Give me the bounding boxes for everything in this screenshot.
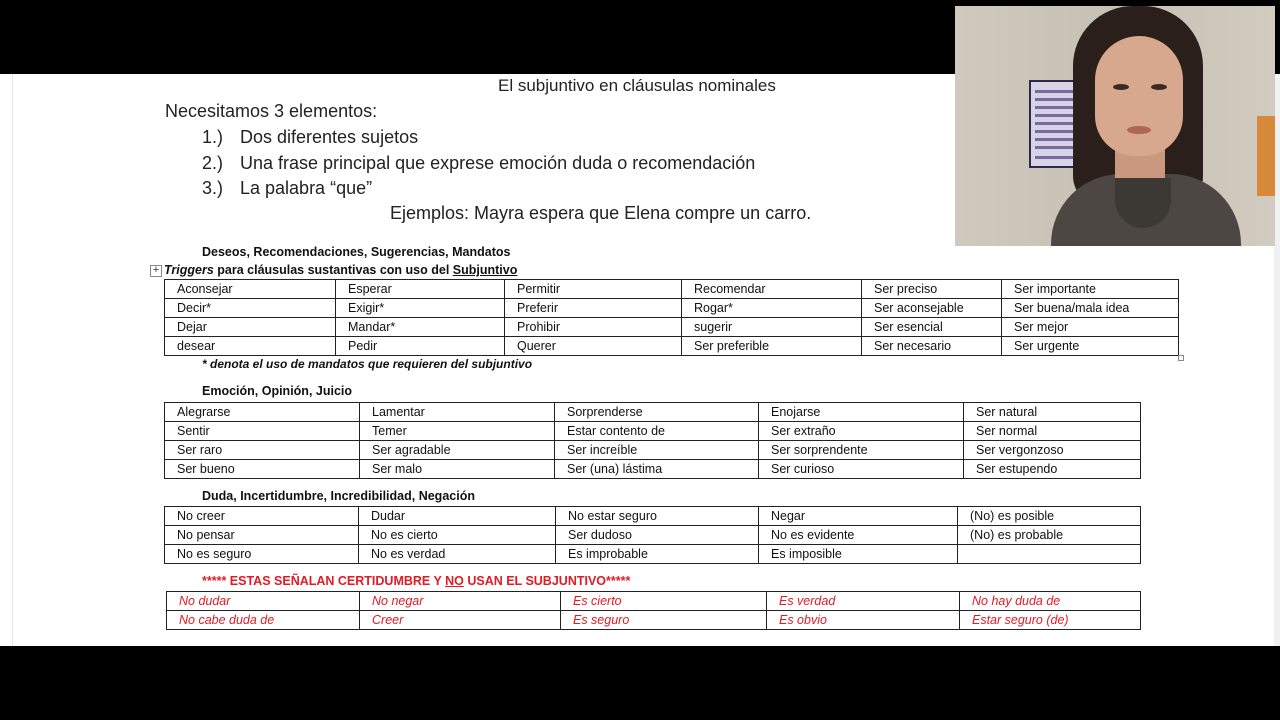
table-cell: Aconsejar: [165, 280, 336, 299]
table-cell: No es cierto: [359, 526, 556, 545]
table-cell: Recomendar: [682, 280, 862, 299]
subheading-middle: para cláusulas sustantivas con uso del: [213, 263, 453, 277]
list-number: 1.): [202, 127, 224, 147]
list-number: 2.): [202, 153, 224, 173]
table-cell: Ser curioso: [759, 460, 964, 479]
document-title: El subjuntivo en cláusulas nominales: [498, 76, 776, 95]
table-cell: Decir*: [165, 299, 336, 318]
webcam-person-eye: [1151, 84, 1167, 90]
table-cell: No pensar: [165, 526, 359, 545]
table-cell: Ser buena/mala idea: [1002, 299, 1179, 318]
list-item-text: Dos diferentes sujetos: [240, 127, 419, 147]
table-cell: [958, 545, 1141, 564]
table-cell: Ser dudoso: [556, 526, 759, 545]
table-row: [165, 441, 1141, 460]
table-cell: Ser preciso: [862, 280, 1002, 299]
table-cell: No es seguro: [165, 545, 359, 564]
table-cell: Lamentar: [360, 403, 555, 422]
table-cell: Estar seguro (de): [960, 611, 1141, 630]
table-cell: Ser necesario: [862, 337, 1002, 356]
table-row: [165, 299, 1179, 318]
doubt-table: [164, 506, 1141, 564]
table-row: [165, 280, 1179, 299]
table-row: [167, 611, 1141, 630]
table-cell: Es verdad: [767, 592, 960, 611]
table-cell: Sentir: [165, 422, 360, 441]
table-cell: Es improbable: [556, 545, 759, 564]
table-cell: Creer: [360, 611, 561, 630]
mandatos-note: * denota el uso de mandatos que requieren del subjuntivo: [202, 357, 533, 371]
subjuntivo-word: Subjuntivo: [452, 263, 518, 277]
table-cell: No es verdad: [359, 545, 556, 564]
table-cell: Ser sorprendente: [759, 441, 964, 460]
table-cell: Ser bueno: [165, 460, 360, 479]
table-cell: Esperar: [336, 280, 505, 299]
table-cell: Es cierto: [561, 592, 767, 611]
table-cell: No es evidente: [759, 526, 958, 545]
table-cell: Ser estupendo: [964, 460, 1141, 479]
table-move-handle[interactable]: +: [150, 265, 162, 277]
table-cell: Querer: [505, 337, 682, 356]
table-cell: Ser preferible: [682, 337, 862, 356]
table-cell: Ser normal: [964, 422, 1141, 441]
certainty-heading-no: NO: [445, 574, 464, 588]
table-cell: Ser mejor: [1002, 318, 1179, 337]
table-resize-handle[interactable]: [1178, 355, 1184, 361]
table-cell: Prohibir: [505, 318, 682, 337]
certainty-table: [166, 591, 1141, 630]
table-cell: Es obvio: [767, 611, 960, 630]
list-number: 3.): [202, 178, 224, 198]
certainty-heading-post: USAN EL SUBJUNTIVO*****: [463, 574, 631, 588]
section-subheading-triggers: [164, 263, 517, 277]
table-cell: (No) es probable: [958, 526, 1141, 545]
list-item-text: La palabra “que”: [240, 178, 373, 198]
table-cell: No cabe duda de: [167, 611, 360, 630]
table-row: [167, 592, 1141, 611]
table-cell: No hay duda de: [960, 592, 1141, 611]
table-cell: No dudar: [167, 592, 360, 611]
table-cell: No creer: [165, 507, 359, 526]
example-sentence: Ejemplos: Mayra espera que Elena compre un carro.: [390, 203, 812, 223]
table-cell: Dudar: [359, 507, 556, 526]
intro-text: Necesitamos 3 elementos:: [165, 101, 378, 121]
table-cell: Ser natural: [964, 403, 1141, 422]
certainty-heading-pre: ***** ESTAS SEÑALAN CERTIDUMBRE Y: [202, 574, 446, 588]
section-heading-doubt: Duda, Incertidumbre, Incredibilidad, Negación: [202, 489, 475, 503]
table-cell: Preferir: [505, 299, 682, 318]
table-cell: Ser raro: [165, 441, 360, 460]
section-heading-certainty: [202, 574, 630, 588]
section-heading-desires: Deseos, Recomendaciones, Sugerencias, Mandatos: [202, 245, 511, 259]
table-cell: Exigir*: [336, 299, 505, 318]
webcam-picture: [1257, 116, 1275, 196]
table-row: [165, 460, 1141, 479]
table-cell: Pedir: [336, 337, 505, 356]
table-row: [165, 507, 1141, 526]
table-cell: (No) es posible: [958, 507, 1141, 526]
table-cell: Mandar*: [336, 318, 505, 337]
table-row: [165, 422, 1141, 441]
table-cell: Ser esencial: [862, 318, 1002, 337]
table-cell: Ser urgente: [1002, 337, 1179, 356]
table-cell: Es imposible: [759, 545, 958, 564]
table-cell: Ser agradable: [360, 441, 555, 460]
table-cell: Rogar*: [682, 299, 862, 318]
table-row: [165, 545, 1141, 564]
list-item-text: Una frase principal que exprese emoción duda o recomendación: [240, 153, 756, 173]
table-cell: desear: [165, 337, 336, 356]
page-left-border: [12, 74, 13, 646]
webcam-person-face: [1095, 36, 1183, 156]
table-cell: Es seguro: [561, 611, 767, 630]
table-cell: Dejar: [165, 318, 336, 337]
table-cell: No estar seguro: [556, 507, 759, 526]
table-cell: Alegrarse: [165, 403, 360, 422]
table-row: [165, 526, 1141, 545]
table-cell: Sorprenderse: [555, 403, 759, 422]
triggers-word: Triggers: [164, 263, 214, 277]
table-cell: Ser extraño: [759, 422, 964, 441]
table-cell: Ser importante: [1002, 280, 1179, 299]
table-row: [165, 318, 1179, 337]
table-cell: Ser vergonzoso: [964, 441, 1141, 460]
table-cell: sugerir: [682, 318, 862, 337]
table-row: [165, 403, 1141, 422]
table-cell: Estar contento de: [555, 422, 759, 441]
table-cell: Permitir: [505, 280, 682, 299]
table-cell: No negar: [360, 592, 561, 611]
webcam-person-mouth: [1127, 126, 1151, 134]
table-cell: Ser aconsejable: [862, 299, 1002, 318]
emotion-table: [164, 402, 1141, 479]
webcam-person-eye: [1113, 84, 1129, 90]
table-cell: Ser increíble: [555, 441, 759, 460]
table-cell: Enojarse: [759, 403, 964, 422]
section-heading-emotion: Emoción, Opinión, Juicio: [202, 384, 353, 398]
triggers-table: [164, 279, 1179, 356]
table-cell: Negar: [759, 507, 958, 526]
table-cell: Ser (una) lástima: [555, 460, 759, 479]
table-cell: Temer: [360, 422, 555, 441]
table-row: [165, 337, 1179, 356]
table-cell: Ser malo: [360, 460, 555, 479]
webcam-video-overlay: [955, 6, 1275, 246]
